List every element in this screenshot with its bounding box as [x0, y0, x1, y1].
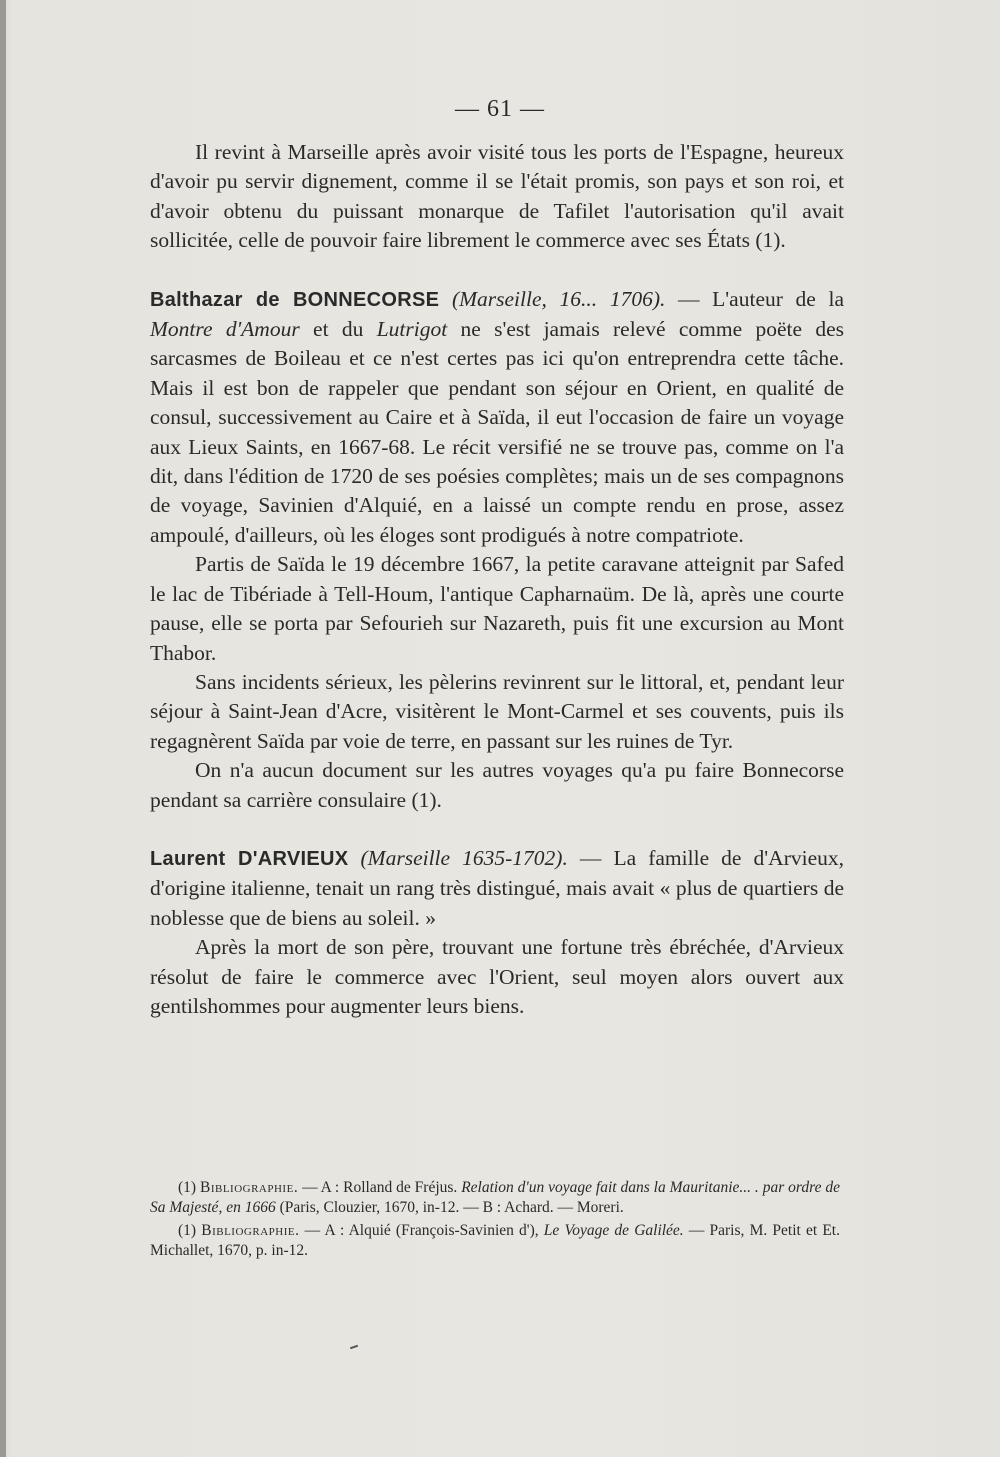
- footnote-marker: (1): [178, 1222, 202, 1239]
- footnote-label: Bibliographie.: [201, 1222, 300, 1239]
- footnotes: [150, 1178, 840, 1264]
- footnote-label: Bibliographie.: [199, 1179, 299, 1196]
- entry-name-bonnecorse: Balthazar de BONNECORSE: [150, 288, 440, 311]
- footnote-title: Le Voyage de Galilée.: [543, 1222, 684, 1239]
- footnote-pre: — A : Rolland de Fréjus.: [298, 1179, 462, 1196]
- footnote-title: Relation d'un voyage fait dans la Mauritanie... . par ordre de Sa Majesté, en 1666: [150, 1179, 840, 1216]
- entry-mid-bonnecorse: et du: [299, 317, 377, 342]
- page-binding-edge: [0, 0, 6, 1457]
- footnote-post: — Paris, M. Petit et Et. Michallet, 1670, p. in-12.: [150, 1222, 840, 1259]
- footnote-2: [150, 1221, 840, 1261]
- entry-arvieux: [150, 844, 844, 933]
- entry-name-arvieux: Laurent D'ARVIEUX: [150, 847, 349, 870]
- paragraph-father-death: Après la mort de son père, trouvant une fortune très ébréchée, d'Arvieux résolut de faire le commerce avec l'Orient, seul moyen alors ouvert aux gentilshommes pour augmenter leurs biens.: [150, 935, 844, 1018]
- section-gap: [150, 256, 844, 285]
- section-gap: [150, 815, 844, 844]
- page-number: — 61 —: [455, 96, 545, 122]
- entry-origin-arvieux: (Marseille 1635-1702).: [360, 845, 568, 870]
- footnote-marker: (1): [178, 1179, 200, 1196]
- work-title-montre: Montre d'Amour: [150, 317, 300, 342]
- work-title-lutrigot: Lutrigot: [376, 317, 448, 342]
- entry-text-bonnecorse: ne s'est jamais relevé comme poëte des sarcasmes de Boileau et ce n'est certes pas ici qu'on entreprendra cette tâche. Mais il est bon de rappeler que pendant son séjour en Orient, en qualité de consul, successivement au Caire et à Saïda, il eut l'occasion de faire un voyage aux Lieux Saints, en 1667-68. Le récit versifié ne se trouve pas, comme on l'a dit, dans l'édition de 1720 de ses poésies complètes; mais un de ses compagnons de voyage, Savinien d'Alquié, en a laissé un compte rendu en prose, assez ampoulé, d'ailleurs, où les éloges sont prodigués à notre compatriote.: [150, 317, 844, 547]
- footnote-post: (Paris, Clouzier, 1670, in-12. — B : Achard. — Moreri.: [275, 1199, 624, 1216]
- entry-text-arvieux: — La famille de d'Arvieux, d'origine italienne, tenait un rang très distingué, mais avait « plus de quartiers de noblesse que de biens au soleil. »: [150, 845, 844, 930]
- main-text: [150, 138, 844, 1021]
- footnote-1: [150, 1178, 840, 1218]
- paragraph-marseille-return: Il revint à Marseille après avoir visité tous les ports de l'Espagne, heureux d'avoir pu servir dignement, comme il se l'était promis, son pays et son roi, et d'avoir obtenu du puissant monarque de Tafilet l'autorisation qu'il avait sollicitée, celle de pouvoir faire librement le commerce avec ses États (1).: [150, 140, 844, 253]
- paragraph-no-document: On n'a aucun document sur les autres voyages qu'a pu faire Bonnecorse pendant sa carrière consulaire (1).: [150, 758, 844, 812]
- paragraph-pilgrims: Sans incidents sérieux, les pèlerins revinrent sur le littoral, et, pendant leur séjour à Saint-Jean d'Acre, visitèrent le Mont-Carmel et ses couvents, puis ils regagnèrent Saïda par voie de terre, en passant sur les ruines de Tyr.: [150, 669, 844, 753]
- paragraph-caravan: Partis de Saïda le 19 décembre 1667, la petite caravane atteignit par Safed le lac de Tibériade à Tell-Houm, l'antique Capharnaüm. De là, après une courte pause, elle se porta par Sefourieh sur Nazareth, puis fit une excursion au Mont Thabor.: [150, 552, 844, 665]
- ink-speck: [350, 1345, 358, 1350]
- entry-intro-bonnecorse: — L'auteur de la: [665, 286, 845, 311]
- footnote-pre: — A : Alquié (François-Savinien d'),: [299, 1222, 544, 1239]
- entry-origin-bonnecorse: (Marseille, 16... 1706).: [451, 286, 666, 311]
- entry-bonnecorse: [150, 285, 844, 551]
